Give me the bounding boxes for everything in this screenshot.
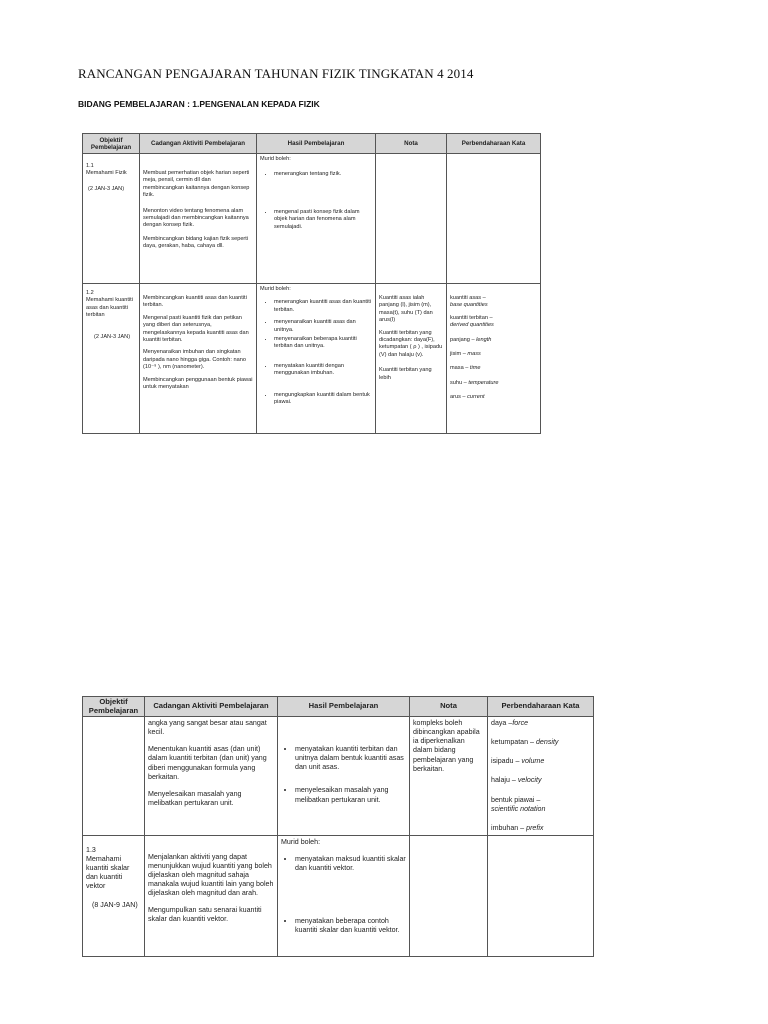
vocab-entry (491, 757, 590, 766)
aktiviti-paragraph: Menjalankan aktiviti yang dapat menunjukkan wujud kuantiti yang boleh dijelaskan oleh magnitud sahaja manakala wujud kuantiti lain yang boleh dijelaskan oleh magnitud dan arah. (148, 852, 274, 898)
header-nota: Nota (376, 134, 447, 154)
vocab-entry (450, 351, 537, 358)
nota-cell (376, 284, 447, 434)
nota-cell (410, 835, 488, 956)
aktiviti-paragraph: Mengumpulkan satu senarai kuantiti skalar dan kuantiti vektor. (148, 906, 262, 924)
aktiviti-paragraph: Menyenaraikan imbuhan dan singkatan daripada nano hingga giga. Contoh: nano (10⁻⁹ ), nm (nanometer). (143, 349, 246, 371)
list-item: • menerangkan tentang fizik. (274, 171, 372, 178)
aktiviti-cell (140, 284, 257, 434)
objektif-cell (83, 154, 140, 284)
objektif-text: Memahami kuantiti asas dan kuantiti terbitan (86, 297, 133, 319)
aktiviti-cell (145, 717, 278, 836)
header-objektif: Objektif Pembelajaran (83, 134, 140, 154)
vocab-malay: suhu – (450, 379, 467, 386)
header-objektif: Objektif Pembelajaran (83, 697, 145, 717)
vocab-malay: kuantiti asas – (450, 295, 486, 301)
perbendaharaan-cell (447, 154, 541, 284)
date-range: (2 JAN-3 JAN) (88, 185, 125, 192)
nota-cell (376, 154, 447, 284)
header-perbendaharaan: Perbendaharaan Kata (488, 697, 594, 717)
table-header-row (83, 134, 541, 154)
vocab-english: prefix (526, 823, 544, 832)
aktiviti-paragraph: Menentukan kuantiti asas (dan unit) dalam kuantiti terbitan (dan unit) yang diberi menggunakan formula yang berkaitan. (148, 745, 267, 781)
vocab-english: temperature (468, 379, 499, 386)
vocab-entry (450, 315, 537, 330)
nota-paragraph: Kuantiti terbitan yang dicadangkan: daya(F), ketumpatan ( ρ ) , isipadu (V) dan halaju (v). (379, 329, 443, 358)
vocab-english: time (469, 365, 481, 372)
murid-boleh-label: Murid boleh: (260, 156, 291, 162)
vocab-entry (450, 365, 537, 372)
vocab-english: force (512, 719, 529, 728)
objektif-cell (83, 717, 145, 836)
vocab-english: derived quantities (450, 322, 494, 329)
vocab-entry (491, 776, 590, 785)
vocab-english: base quantities (450, 302, 488, 309)
nota-cell (410, 717, 488, 836)
vocab-entry (491, 719, 590, 728)
objektif-number: 1.3 (86, 845, 96, 854)
hasil-cell (257, 154, 376, 284)
vocab-malay: isipadu – (491, 757, 520, 766)
vocab-entry (450, 380, 537, 387)
vocab-english: density (535, 738, 559, 747)
hasil-cell (257, 284, 376, 434)
perbendaharaan-cell (488, 835, 594, 956)
nota-paragraph: Kuantiti terbitan yang lebih (379, 367, 432, 381)
list-item: • menyatakan maksud kuantiti skalar dan kuantiti vektor. (295, 855, 406, 873)
vocab-malay: daya – (491, 719, 513, 728)
header-hasil: Hasil Pembelajaran (278, 697, 410, 717)
perbendaharaan-cell (488, 717, 594, 836)
vocab-malay: kuantiti terbitan – (450, 314, 493, 321)
vocab-entry (491, 824, 590, 833)
objektif-cell (83, 835, 145, 956)
lesson-plan-table-1 (82, 133, 541, 434)
list-item: • menerangkan kuantiti asas dan kuantiti terbitan. (274, 299, 372, 314)
vocab-english: mass (467, 351, 481, 358)
aktiviti-paragraph: Membincangkan kuantiti asas dan kuantiti terbitan. (143, 295, 247, 309)
vocab-english: scientific notation (491, 804, 546, 813)
vocab-malay: masa – (450, 365, 469, 372)
aktiviti-paragraph: Mengenal pasti kuantiti fizik dan petikan yang diberi dan seterusnya, mengelaskannya kepada kuantiti asas dan kuantiti terbitan. (143, 314, 249, 344)
aktiviti-paragraph: Membincangkan bidang kajian fizik seperti daya, gerakan, haba, cahaya dll. (143, 235, 249, 250)
header-perbendaharaan: Perbendaharaan Kata (447, 134, 541, 154)
vocab-malay: ketumpatan – (491, 738, 534, 747)
objektif-text: Memahami Fizik (86, 170, 127, 177)
header-nota: Nota (410, 697, 488, 717)
list-item: • menyelesaikan masalah yang melibatkan pertukaran unit. (295, 786, 406, 804)
nota-paragraph: Kuantiti asas ialah panjang (l), jisim (m), masa(t), suhu (T) dan arus(I) (379, 295, 433, 324)
aktiviti-paragraph: angka yang sangat besar atau sangat kecil. (148, 719, 267, 737)
date-range: (2 JAN-3 JAN) (94, 333, 131, 340)
vocab-malay: panjang – (450, 336, 475, 343)
table-header-row (83, 697, 594, 717)
aktiviti-paragraph: Menonton video tentang fenomena alam semulajadi dan membincangkan kaitannya dengan konsep fizik. (143, 207, 249, 229)
vocab-malay: imbuhan – (491, 823, 525, 832)
vocab-english: volume (521, 757, 545, 766)
vocab-english: current (467, 394, 485, 401)
list-item: • mengenal pasti konsep fizik dalam objek harian dan fenomena alam semulajadi. (274, 209, 372, 231)
vocab-entry (491, 738, 590, 747)
vocab-entry (450, 337, 537, 344)
vocab-malay: bentuk piawai – (491, 795, 541, 804)
vocab-entry (450, 295, 537, 310)
vocab-english: velocity (517, 776, 542, 785)
vocab-malay: jisim – (450, 351, 466, 358)
date-range: (8 JAN-9 JAN) (92, 901, 138, 910)
table-row (83, 717, 594, 836)
lesson-plan-table-2 (82, 696, 594, 957)
list-item: • menyatakan kuantiti terbitan dan unitnya dalam bentuk kuantiti asas dan unit asas. (295, 745, 406, 772)
aktiviti-paragraph: Membuat pemerhatian objek harian seperti meja, pensil, cermin dll dan membincangkan kaitannya dengan konsep fizik. (143, 170, 250, 199)
document-title: RANCANGAN PENGAJARAN TAHUNAN FIZIK TINGKATAN 4 2014 (78, 66, 474, 81)
table-row (83, 154, 541, 284)
list-item: • mengungkapkan kuantiti dalam bentuk piawai. (274, 392, 372, 407)
objektif-number: 1.1 (86, 163, 94, 169)
vocab-malay: arus – (450, 394, 466, 401)
hasil-cell (278, 717, 410, 836)
vocab-malay: halaju – (491, 776, 516, 785)
aktiviti-cell (145, 835, 278, 956)
vocab-entry (491, 796, 590, 814)
perbendaharaan-cell (447, 284, 541, 434)
header-hasil: Hasil Pembelajaran (257, 134, 376, 154)
list-item: • menyatakan kuantiti dengan menggunakan imbuhan. (274, 363, 372, 378)
aktiviti-paragraph: Menyelesaikan masalah yang melibatkan pertukaran unit. (148, 789, 242, 807)
murid-boleh-label: Murid boleh: (281, 837, 321, 846)
list-item: • menyenaraikan kuantiti asas dan unitnya. (274, 319, 372, 334)
objektif-cell (83, 284, 140, 434)
aktiviti-cell (140, 154, 257, 284)
header-aktiviti: Cadangan Aktiviti Pembelajaran (145, 697, 278, 717)
table-row (83, 284, 541, 434)
nota-paragraph: kompleks boleh dibincangkan apabila ia diperkenalkan dalam bidang pembelajaran yang berkaitan. (413, 719, 480, 773)
list-item: • menyatakan beberapa contoh kuantiti skalar dan kuantiti vektor. (295, 917, 406, 935)
header-aktiviti: Cadangan Aktiviti Pembelajaran (140, 134, 257, 154)
murid-boleh-label: Murid boleh: (260, 286, 291, 292)
objektif-number: 1.2 (86, 290, 94, 296)
vocab-english: length (476, 336, 492, 343)
vocab-entry (450, 394, 537, 401)
list-item: • menyenaraikan beberapa kuantiti terbitan dan unitnya. (274, 336, 372, 351)
hasil-cell (278, 835, 410, 956)
objektif-text: Memahami kuantiti skalar dan kuantiti vektor (86, 854, 130, 891)
learning-area-heading: BIDANG PEMBELAJARAN : 1.PENGENALAN KEPADA FIZIK (78, 99, 320, 109)
table-row (83, 835, 594, 956)
aktiviti-paragraph: Membincangkan penggunaan bentuk piawai untuk menyatakan (143, 376, 253, 391)
